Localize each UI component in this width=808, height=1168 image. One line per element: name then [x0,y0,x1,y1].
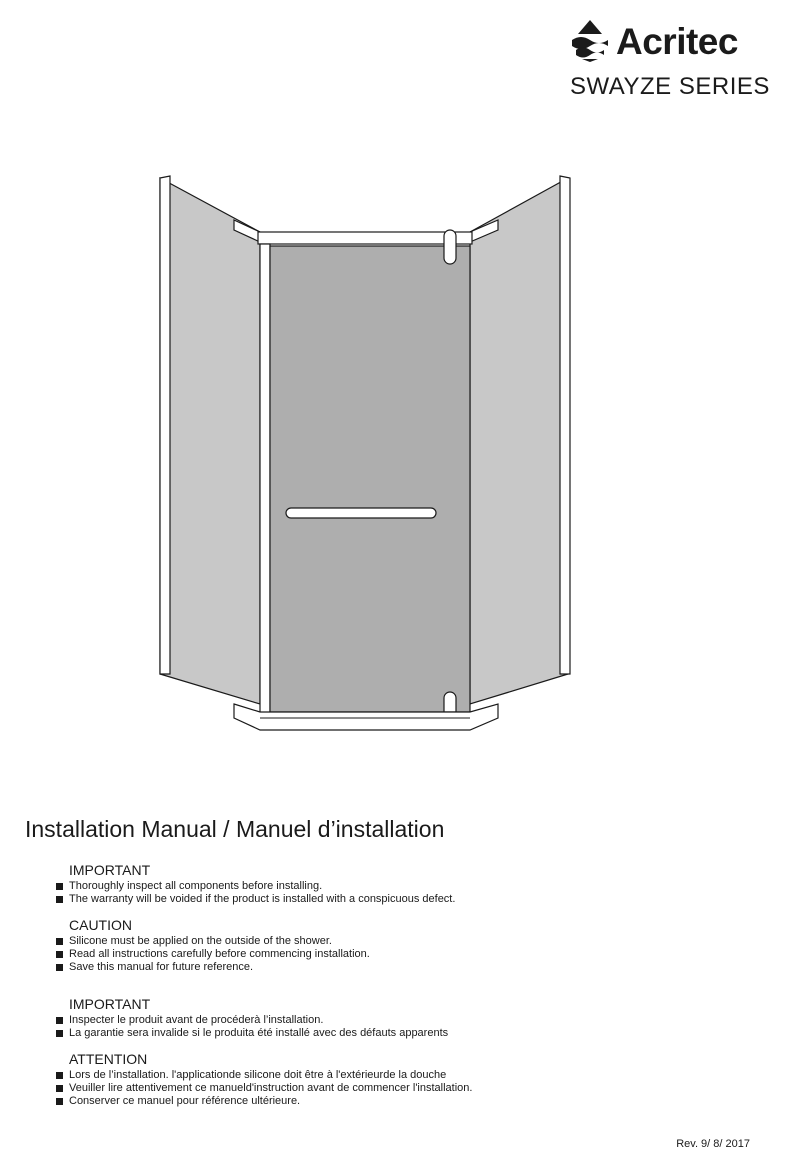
top-header-center [258,232,472,244]
right-side-frame [560,176,570,674]
left-side-glass-panel [160,178,260,704]
bottom-hinge [444,692,456,712]
section-heading: IMPORTANT [69,862,151,878]
shower-enclosure-illustration [150,170,580,740]
series-name: SWAYZE SERIES [570,73,770,100]
section-heading: ATTENTION [69,1051,148,1067]
door-glass-panel [270,246,470,712]
notice-section-important-fr [56,996,448,1040]
left-side-frame [160,176,170,674]
list-item: Save this manual for future reference. [56,961,370,974]
list-item: Conserver ce manuel pour référence ultérieure. [56,1095,472,1108]
square-bullet-icon [56,1098,63,1105]
list-item: The warranty will be voided if the product is installed with a conspicuous defect. [56,893,455,906]
square-bullet-icon [56,1030,63,1037]
list-item: Lors de l’installation. l'applicationde silicone doit être à l'extérieurde la douche [56,1069,472,1082]
section-heading: CAUTION [69,917,132,933]
square-bullet-icon [56,1072,63,1079]
list-item: Silicone must be applied on the outside of the shower. [56,935,370,948]
towel-bar-handle [286,508,436,518]
list-item: Thoroughly inspect all components before installing. [56,880,455,893]
list-item: Veuiller lire attentivement ce manueld'instruction avant de commencer l'installation. [56,1082,472,1095]
list-item: La garantie sera invalide si le produita été installé avec des défauts apparents [56,1027,448,1040]
list-item: Inspecter le produit avant de procéderà l’installation. [56,1014,448,1027]
top-hinge [444,230,456,264]
square-bullet-icon [56,883,63,890]
square-bullet-icon [56,1017,63,1024]
notice-section-caution [56,917,370,974]
list-item: Read all instructions carefully before commencing installation. [56,948,370,961]
door-jamb [260,244,270,714]
square-bullet-icon [56,938,63,945]
square-bullet-icon [56,964,63,971]
revision-date: Rev. 9/ 8/ 2017 [676,1138,750,1150]
water-drop-logo-icon [568,18,612,62]
square-bullet-icon [56,1085,63,1092]
notice-section-attention [56,1051,472,1108]
notice-section-important-en [56,862,455,906]
section-heading: IMPORTANT [69,996,151,1012]
manual-title: Installation Manual / Manuel d’installation [25,816,445,842]
brand-name: Acritec [616,21,738,62]
right-side-glass-panel [470,178,568,704]
square-bullet-icon [56,896,63,903]
brand-header [566,16,786,106]
square-bullet-icon [56,951,63,958]
